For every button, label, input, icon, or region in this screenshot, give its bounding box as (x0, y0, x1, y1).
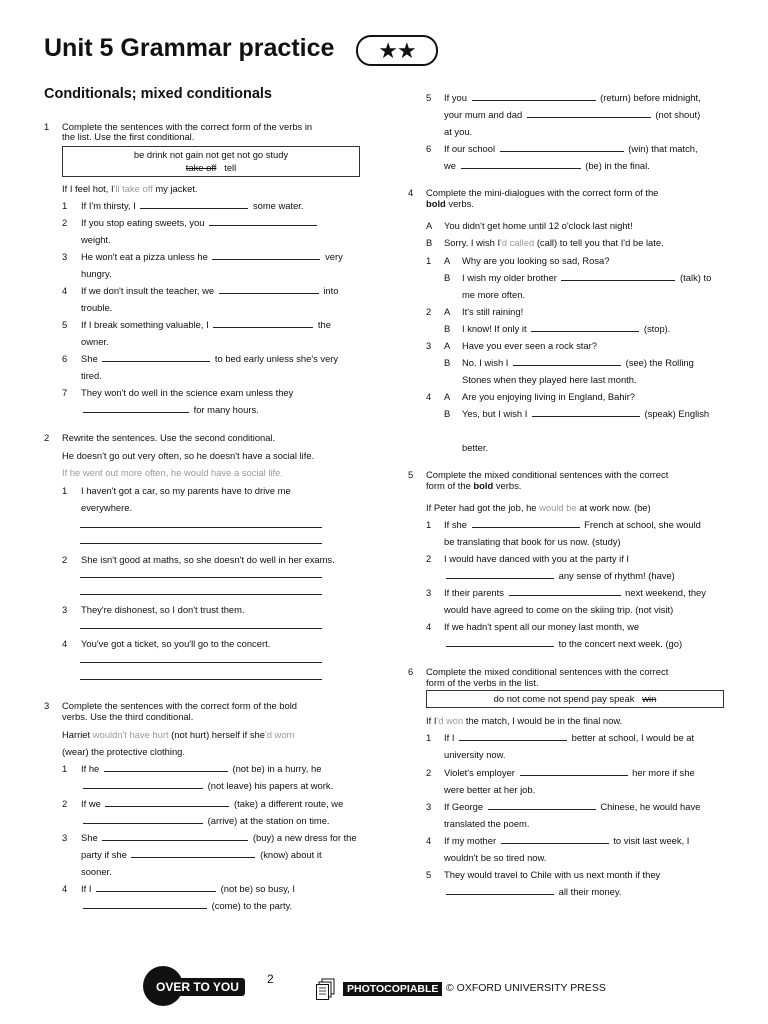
question-item: If I'm thirsty, I some water. (81, 200, 304, 211)
word-list-box (426, 690, 724, 708)
question-item: If we hadn't spent all our money last month, we (444, 621, 640, 632)
question-item: If he (not be) in a hurry, he (81, 763, 322, 774)
speaker-label: B (444, 357, 451, 368)
publisher-credit: © OXFORD UNIVERSITY PRESS (446, 982, 606, 994)
answer-blank[interactable] (501, 833, 609, 844)
answer-blank[interactable] (83, 898, 207, 909)
exercise-number: 1 (44, 121, 50, 132)
example-sentence: Harriet wouldn't have hurt (not hurt) herself if she'd worn (62, 729, 295, 740)
photocopiable-badge: PHOTOCOPIABLE (343, 982, 442, 996)
answer-blank[interactable] (520, 765, 628, 776)
item-number: 7 (62, 387, 68, 398)
answer-blank[interactable] (509, 585, 621, 596)
question-continuation: (come) to the party. (81, 897, 292, 914)
question-continuation: weight. (81, 234, 111, 245)
question-item: If you (return) before midnight, (444, 92, 701, 103)
answer-blank[interactable] (212, 249, 320, 260)
question-item: If I better at school, I would be at (444, 732, 695, 743)
question-continuation: be translating that book for us now. (study) (444, 536, 621, 547)
answer-blank[interactable] (459, 730, 567, 741)
question-continuation: at you. (444, 126, 473, 137)
dialogue-line: Are you enjoying living in England, Bahir? (462, 391, 636, 402)
question-continuation: your mum and dad (not shout) (444, 109, 701, 120)
dialogue-line: Why are you looking so sad, Rosa? (462, 255, 610, 266)
answer-blank[interactable] (102, 830, 248, 841)
exercise-number: 2 (44, 432, 50, 443)
question-item: If we don't insult the teacher, we into (81, 285, 339, 296)
exercise-number: 3 (44, 700, 50, 711)
answer-blank[interactable] (102, 351, 210, 362)
example-sentence: (wear) the protective clothing. (62, 746, 185, 757)
item-number: 2 (62, 554, 68, 565)
item-number: 2 (426, 767, 432, 778)
item-number: 5 (426, 869, 432, 880)
exercise-number: 5 (408, 469, 414, 480)
item-number: 4 (426, 621, 432, 632)
answer-blank[interactable] (446, 884, 554, 895)
exercise-number: 6 (408, 666, 414, 677)
answer-blank[interactable] (213, 317, 313, 328)
question-item: She isn't good at maths, so she doesn't do well in her exams. (81, 554, 335, 565)
question-continuation: all their money. (444, 883, 621, 900)
page-title: Unit 5 Grammar practice (44, 34, 335, 62)
question-item: If I (not be) so busy, I (81, 883, 295, 894)
word-list-item: tell (224, 162, 237, 173)
answer-blank[interactable] (472, 517, 580, 528)
item-number: 2 (62, 798, 68, 809)
answer-blank[interactable] (83, 778, 203, 789)
question-item: If you stop eating sweets, you (81, 214, 319, 231)
answer-blank[interactable] (83, 402, 189, 413)
item-number: 3 (426, 340, 432, 351)
question-continuation: everywhere. (81, 502, 133, 513)
example-sentence: If I feel hot, I'll take off my jacket. (62, 183, 198, 194)
item-number: 3 (62, 604, 68, 615)
question-continuation: (not leave) his papers at work. (81, 777, 333, 794)
speaker-label: A (444, 255, 451, 266)
answer-blank[interactable] (531, 321, 639, 332)
question-item: If I break something valuable, I the (81, 319, 331, 330)
answer-blank[interactable] (513, 355, 621, 366)
dialogue-line: me more often. (462, 289, 526, 300)
question-item: He won't eat a pizza unless he very (81, 251, 343, 262)
question-continuation: translated the poem. (444, 818, 530, 829)
answer-line[interactable] (80, 662, 322, 663)
speaker-label: B (444, 408, 451, 419)
speaker-label: A (426, 220, 433, 231)
photocopy-icon (316, 978, 336, 1000)
question-item: I would have danced with you at the party if I (444, 553, 630, 564)
answer-blank[interactable] (472, 90, 596, 101)
answer-blank[interactable] (83, 813, 203, 824)
item-number: 2 (426, 306, 432, 317)
word-list: be drink not gain not get not go study (133, 149, 289, 160)
answer-line[interactable] (80, 577, 322, 578)
item-number: 4 (62, 883, 68, 894)
answer-blank[interactable] (446, 568, 554, 579)
exercise-number: 4 (408, 187, 414, 198)
item-number: 3 (426, 587, 432, 598)
item-number: 2 (426, 553, 432, 564)
question-item: If their parents next weekend, they (444, 587, 706, 598)
word-list: do not come not spend pay speak (493, 693, 635, 704)
item-number: 3 (62, 251, 68, 262)
right-column (380, 0, 768, 960)
answer-blank[interactable] (446, 636, 554, 647)
question-item: If my mother to visit last week, I (444, 835, 690, 846)
dialogue-line: Yes, but I wish I (speak) English (462, 408, 710, 419)
example-sentence: If Peter had got the job, he would be at work now. (be) (426, 502, 651, 513)
dialogue-line: I know! If only it (stop). (462, 323, 671, 334)
difficulty-stars: ★★ (356, 35, 438, 66)
example-sentence: You didn't get home until 12 o'clock last night! (444, 220, 633, 231)
answer-blank[interactable] (488, 799, 596, 810)
exercise-instruction: verbs. Use the third conditional. (62, 711, 194, 722)
answer-blank[interactable] (461, 158, 581, 169)
exercise-instruction: Complete the mixed conditional sentences with the correct (426, 469, 669, 480)
question-item: They're dishonest, so I don't trust them. (81, 604, 245, 615)
item-number: 4 (62, 285, 68, 296)
answer-blank[interactable] (500, 141, 624, 152)
speaker-label: B (426, 237, 433, 248)
item-number: 4 (62, 638, 68, 649)
question-continuation: wouldn't be so tired now. (444, 852, 547, 863)
item-number: 4 (426, 835, 432, 846)
dialogue-line: No. I wish I (see) the Rolling (462, 357, 694, 368)
exercise-instruction: Complete the sentences with the correct form of the verbs in (62, 121, 313, 132)
exercise-instruction: the list. Use the first conditional. (62, 131, 195, 142)
exercise-instruction: Complete the mini-dialogues with the correct form of the (426, 187, 659, 198)
answer-blank[interactable] (532, 406, 640, 417)
word-list-crossed: win (642, 693, 657, 704)
dialogue-line: I wish my older brother (talk) to (462, 272, 712, 283)
answer-line[interactable] (80, 527, 322, 528)
speaker-label: B (444, 323, 451, 334)
question-item: She (buy) a new dress for the (81, 832, 357, 843)
item-number: 3 (426, 801, 432, 812)
item-number: 4 (426, 391, 432, 402)
question-continuation: party if she (know) about it (81, 849, 322, 860)
answer-blank[interactable] (104, 761, 228, 772)
question-item: They won't do well in the science exam unless they (81, 387, 294, 398)
speaker-label: A (444, 340, 451, 351)
answer-blank[interactable] (209, 215, 317, 226)
word-list-crossed: take off (185, 162, 217, 173)
question-item: Violet's employer her more if she (444, 767, 695, 778)
speaker-label: A (444, 391, 451, 402)
question-continuation: hungry. (81, 268, 112, 279)
question-continuation: tired. (81, 370, 102, 381)
answer-blank[interactable] (561, 270, 675, 281)
item-number: 2 (62, 217, 68, 228)
item-number: 5 (62, 319, 68, 330)
answer-line[interactable] (80, 628, 322, 629)
answer-line[interactable] (80, 594, 322, 595)
exercise-instruction: Complete the mixed conditional sentences with the correct (426, 666, 669, 677)
exercise-instruction: bold verbs. (426, 198, 474, 209)
dialogue-line: Have you ever seen a rock star? (462, 340, 597, 351)
item-number: 3 (62, 832, 68, 843)
question-continuation: would have agreed to come on the skiing trip. (not visit) (444, 604, 674, 615)
example-sentence: If I'd won the match, I would be in the final now. (426, 715, 623, 726)
item-number: 1 (426, 255, 432, 266)
speaker-label: A (444, 306, 451, 317)
brand-logo-text: OVER TO YOU (150, 978, 245, 996)
question-item: They would travel to Chile with us next month if they (444, 869, 661, 880)
answer-blank[interactable] (105, 796, 229, 807)
exercise-instruction: form of the bold verbs. (426, 480, 522, 491)
item-number: 1 (426, 519, 432, 530)
speaker-label: B (444, 272, 451, 283)
question-item: If we (take) a different route, we (81, 798, 344, 809)
answer-blank[interactable] (96, 881, 216, 892)
item-number: 1 (62, 485, 68, 496)
brand-logo-number: 2 (267, 972, 274, 986)
answer-blank[interactable] (219, 283, 319, 294)
answer-blank[interactable] (131, 847, 255, 858)
question-continuation: owner. (81, 336, 109, 347)
item-number: 1 (426, 732, 432, 743)
question-continuation: (arrive) at the station on time. (81, 812, 330, 829)
exercise-instruction: form of the verbs in the list. (426, 677, 539, 688)
question-continuation: we (be) in the final. (444, 160, 650, 171)
dialogue-line: Stones when they played here last month. (462, 374, 637, 385)
exercise-instruction: Complete the sentences with the correct form of the bold (62, 700, 298, 711)
answer-line[interactable] (80, 679, 322, 680)
question-continuation: trouble. (81, 302, 113, 313)
item-number: 5 (426, 92, 432, 103)
dialogue-line: It's still raining! (462, 306, 524, 317)
question-continuation: for many hours. (81, 401, 259, 418)
question-continuation: sooner. (81, 866, 112, 877)
question-continuation: any sense of rhythm! (have) (444, 567, 675, 584)
answer-line[interactable] (80, 543, 322, 544)
dialogue-line: better. (462, 442, 489, 453)
question-item: She to bed early unless she's very (81, 353, 339, 364)
question-item: You've got a ticket, so you'll go to the concert. (81, 638, 271, 649)
item-number: 6 (62, 353, 68, 364)
example-sentence: Sorry. I wish I'd called (call) to tell you that I'd be late. (444, 237, 664, 248)
item-number: 1 (62, 200, 68, 211)
left-column (0, 0, 380, 960)
example-sentence: He doesn't go out very often, so he doesn't have a social life. (62, 450, 315, 461)
question-continuation: were better at her job. (444, 784, 536, 795)
item-number: 6 (426, 143, 432, 154)
question-item: If she French at school, she would (444, 519, 701, 530)
question-item: If George Chinese, he would have (444, 801, 701, 812)
exercise-instruction: Rewrite the sentences. Use the second conditional. (62, 432, 276, 443)
answer-blank[interactable] (140, 198, 248, 209)
word-list-box (62, 146, 360, 177)
section-subtitle: Conditionals; mixed conditionals (44, 86, 272, 102)
answer-blank[interactable] (527, 107, 651, 118)
example-answer: If he went out more often, he would have a social life. (62, 467, 283, 478)
question-continuation: to the concert next week. (go) (444, 635, 682, 652)
item-number: 1 (62, 763, 68, 774)
question-continuation: university now. (444, 749, 506, 760)
question-item: I haven't got a car, so my parents have to drive me (81, 485, 291, 496)
question-item: If our school (win) that match, (444, 143, 698, 154)
